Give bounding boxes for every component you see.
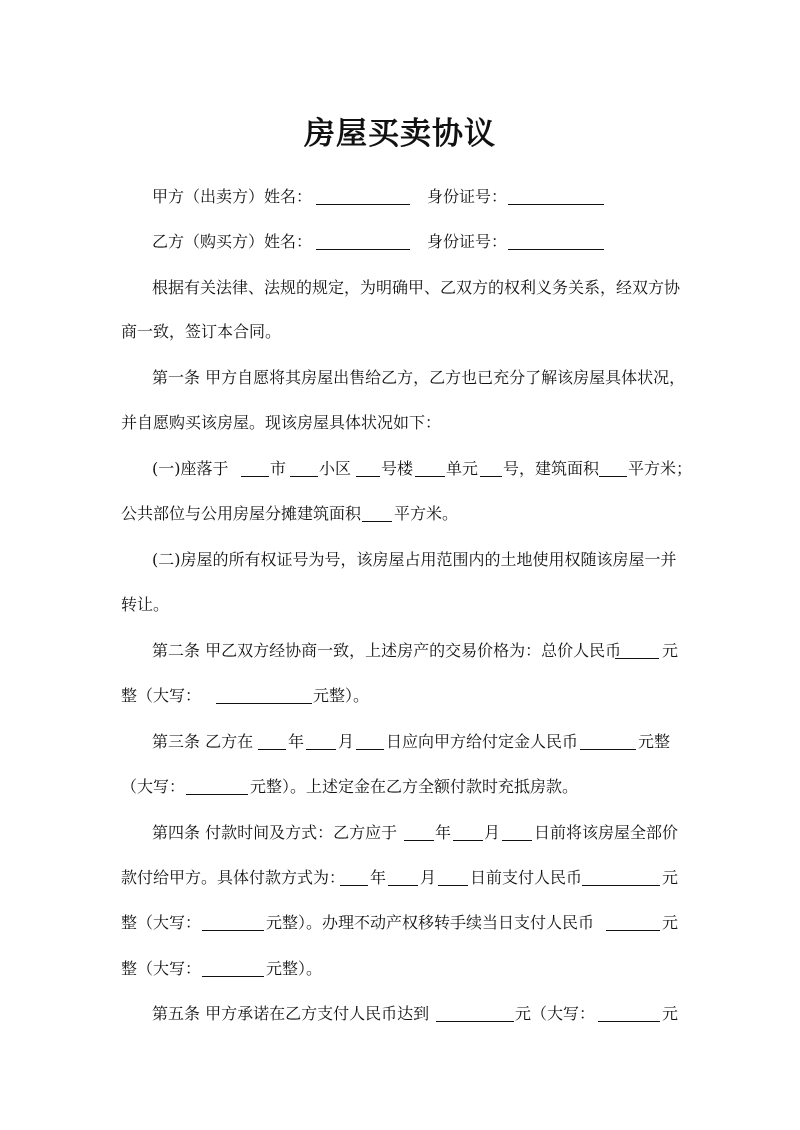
- unit-blank[interactable]: [415, 476, 445, 477]
- article-4-text-4: 日前支付人民币: [470, 868, 583, 887]
- threshold-words-label: 元（大写：: [515, 1004, 596, 1023]
- buyer-id-label: 身份证号：: [427, 232, 508, 251]
- clause-2-text-2: 转让。: [121, 595, 170, 614]
- buyer-id-blank[interactable]: [508, 249, 604, 250]
- deposit-amount-blank[interactable]: [580, 749, 636, 750]
- yuan-label-4: 元: [662, 1004, 679, 1023]
- installment-year-blank[interactable]: [340, 885, 368, 886]
- seller-name-blank[interactable]: [316, 204, 410, 205]
- document-title: 房屋买卖协议: [304, 116, 496, 152]
- yuan-zheng-label-2: 元整: [638, 732, 671, 751]
- community-blank[interactable]: [290, 476, 318, 477]
- transfer-amount-blank[interactable]: [606, 930, 660, 931]
- total-price-words-label: 整（大写：: [121, 686, 202, 705]
- transfer-words-label: 整（大写：: [121, 959, 202, 978]
- deposit-words-label: （大写：: [121, 777, 186, 796]
- buyer-name-label: 乙方（购买方）姓名：: [152, 232, 313, 251]
- room-number-blank[interactable]: [480, 476, 502, 477]
- yuan-label-3: 元: [662, 913, 679, 932]
- seller-id-label: 身份证号：: [427, 187, 508, 206]
- installment-month-blank[interactable]: [388, 885, 418, 886]
- yuan-label: 元: [662, 641, 679, 660]
- preamble-text-2: 商一致，签订本合同。: [121, 322, 282, 341]
- total-price-blank[interactable]: [615, 658, 659, 659]
- shared-area-label: 公共部位与公用房屋分摊建筑面积: [121, 504, 362, 523]
- month-label-3: 月: [420, 868, 437, 887]
- installment-words-blank[interactable]: [202, 930, 264, 931]
- buyer-name-blank[interactable]: [316, 249, 410, 250]
- city-label: 市: [270, 459, 287, 478]
- threshold-words-blank[interactable]: [598, 1021, 660, 1022]
- payment-year-blank[interactable]: [404, 840, 434, 841]
- installment-amount-blank[interactable]: [582, 885, 660, 886]
- transfer-words-blank[interactable]: [202, 976, 264, 977]
- building-label: 号楼: [381, 459, 414, 478]
- deposit-year-blank[interactable]: [258, 749, 286, 750]
- deposit-month-blank[interactable]: [306, 749, 336, 750]
- article-3-text-3: 元整）。上述定金在乙方全额付款时充抵房款。: [250, 777, 579, 796]
- yuan-zheng-label-3: 元整）。: [266, 959, 323, 978]
- article-1-text-1: 第一条 甲方自愿将其房屋出售给乙方，乙方也已充分了解该房屋具体状况，: [152, 368, 686, 387]
- community-label: 小区: [319, 459, 352, 478]
- article-3-text-1: 第三条 乙方在: [152, 732, 254, 751]
- article-4-text-1: 第四条 付款时间及方式：乙方应于: [152, 823, 398, 842]
- shared-area-blank[interactable]: [362, 521, 392, 522]
- month-label-2: 月: [484, 823, 501, 842]
- unit-label: 单元: [446, 459, 479, 478]
- year-label-3: 年: [370, 868, 387, 887]
- deposit-day-blank[interactable]: [356, 749, 384, 750]
- yuan-label-2: 元: [662, 868, 679, 887]
- payment-month-blank[interactable]: [453, 840, 483, 841]
- yuan-zheng-label: 元整）。: [313, 686, 370, 705]
- installment-day-blank[interactable]: [438, 885, 468, 886]
- deposit-words-blank[interactable]: [186, 794, 248, 795]
- city-blank[interactable]: [241, 476, 269, 477]
- sqm-label: 平方米；: [628, 459, 693, 478]
- payment-day-blank[interactable]: [502, 840, 532, 841]
- floor-area-label: 号，建筑面积: [503, 459, 600, 478]
- year-label: 年: [288, 732, 305, 751]
- shared-sqm-label: 平方米。: [394, 504, 459, 523]
- installment-words-label: 整（大写：: [121, 913, 202, 932]
- floor-area-blank[interactable]: [599, 476, 627, 477]
- location-label: (一)座落于: [152, 459, 229, 478]
- threshold-amount-blank[interactable]: [436, 1021, 514, 1022]
- article-4-text-2: 日前将该房屋全部价: [534, 823, 679, 842]
- month-label: 月: [338, 732, 355, 751]
- article-4-text-3: 款付给甲方。具体付款方式为：: [121, 868, 346, 887]
- article-3-text-2: 日应向甲方给付定金人民币: [386, 732, 579, 751]
- preamble-text-1: 根据有关法律、法规的规定，为明确甲、乙双方的权利义务关系，经双方协: [152, 278, 681, 297]
- article-2-text-1: 第二条 甲乙双方经协商一致，上述房产的交易价格为：总价人民币: [152, 641, 622, 660]
- seller-name-label: 甲方（出卖方）姓名：: [152, 187, 313, 206]
- total-price-words-blank[interactable]: [216, 703, 312, 704]
- article-5-text-1: 第五条 甲方承诺在乙方支付人民币达到: [152, 1004, 430, 1023]
- article-1-text-2: 并自愿购买该房屋。现该房屋具体状况如下：: [121, 413, 442, 432]
- seller-id-blank[interactable]: [508, 204, 604, 205]
- article-4-text-5: 元整）。办理不动产权移转手续当日支付人民币: [266, 913, 595, 932]
- clause-2-text-1: (二)房屋的所有权证号为号，该房屋占用范围内的土地使用权随该房屋一并: [152, 550, 677, 569]
- building-blank[interactable]: [356, 476, 380, 477]
- year-label-2: 年: [435, 823, 452, 842]
